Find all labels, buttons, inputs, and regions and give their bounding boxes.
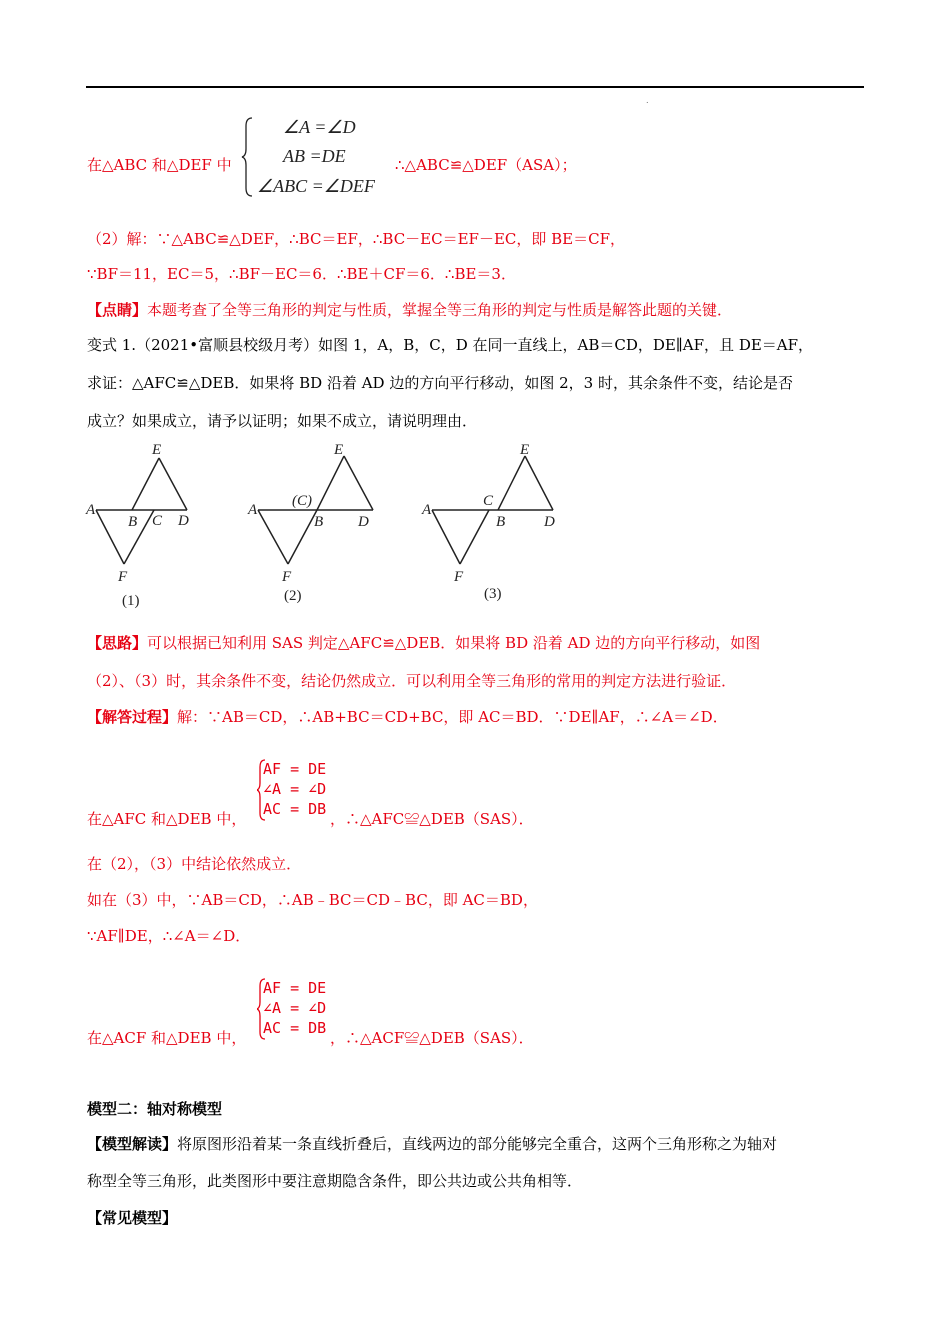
fig1-label-F: F — [118, 569, 128, 585]
sas1-row-2: ∠A = ∠D — [263, 780, 327, 798]
conclusion-line-3: ∵AF∥DE，∴∠A＝∠D． — [87, 927, 251, 945]
model2-text-1: 将原图形沿着某一条直线折叠后，直线两边的部分能够完全重合，这两个三角形称之为轴对 — [177, 1135, 778, 1153]
asa-prefix: 在△ABC 和△DEF 中 — [87, 156, 232, 174]
fig3-label-C: C — [483, 493, 494, 509]
fig1-label-E: E — [152, 442, 162, 458]
fig1-label-B: B — [128, 514, 138, 530]
left-brace-icon — [241, 116, 255, 198]
sas1-row-3: AC = DB — [263, 800, 327, 818]
silu-tag: 【思路】 — [87, 634, 148, 652]
variant-line-1: 变式 1.（2021•富顺县校级月考）如图 1，A，B，C，D 在同一直线上，AB＝CD，DE∥AF，且 DE＝AF， — [87, 336, 814, 354]
fig2-label-D: D — [358, 514, 369, 530]
sas2-prefix: 在△ACF 和△DEB 中， — [87, 1029, 247, 1047]
header-dot: . — [646, 96, 649, 105]
fig3-label-A: A — [422, 502, 432, 518]
silu-text-1: 可以根据已知利用 SAS 判定△AFC≌△DEB．如果将 BD 沿着 AD 边的方向平行移动，如图 — [147, 634, 761, 652]
silu-line-2: （2）、（3）时，其余条件不变，结论仍然成立．可以利用全等三角形的常用的判定方法进行验证． — [87, 672, 737, 690]
fig2-caption: (2) — [284, 588, 302, 604]
fig2-label-F: F — [282, 569, 292, 585]
fig2-label-C: (C) — [292, 493, 312, 509]
dianjing-line — [87, 300, 732, 320]
model2-line-1 — [87, 1134, 777, 1154]
fig3-label-F: F — [454, 569, 464, 585]
sas1-suffix: ，∴△AFC≌△DEB（SAS）． — [330, 810, 534, 828]
fig3-caption: (3) — [484, 586, 502, 602]
variant-line-3: 成立？如果成立，请予以证明；如果不成立，请说明理由． — [87, 412, 478, 430]
model2-tag: 【模型解读】 — [87, 1135, 178, 1153]
figure-2 — [246, 438, 386, 610]
sas-system-1 — [263, 759, 326, 819]
part2-line-2: ∵BF＝11，EC＝5，∴BF－EC＝6．∴BE＋CF＝6．∴BE＝3． — [87, 265, 516, 283]
sas-system-2 — [263, 978, 326, 1038]
conclusion-line-2: 如在（3）中，∵AB＝CD，∴AB﹣BC＝CD﹣BC，即 AC＝BD， — [87, 891, 538, 909]
asa-row-3: ∠ABC =∠DEF — [257, 176, 375, 196]
fig3-label-D: D — [544, 514, 555, 530]
conclusion-line-1: 在（2），（3）中结论依然成立． — [87, 855, 302, 873]
variant-line-2: 求证：△AFC≌△DEB．如果将 BD 沿着 AD 边的方向平行移动，如图 2，3 时，其余条件不变，结论是否 — [87, 374, 793, 392]
sas1-prefix: 在△AFC 和△DEB 中， — [87, 810, 247, 828]
fig2-label-A: A — [248, 502, 258, 518]
fig1-label-C: C — [152, 513, 163, 529]
dianjing-text: 本题考查了全等三角形的判定与性质，掌握全等三角形的判定与性质是解答此题的关键． — [147, 301, 733, 319]
dianjing-tag: 【点睛】 — [87, 301, 148, 319]
fig1-label-A: A — [86, 502, 96, 518]
sas1-row-1: AF = DE — [263, 760, 327, 778]
figure-1 — [84, 438, 214, 610]
fig2-label-B: B — [314, 514, 324, 530]
asa-row-1: ∠A =∠D — [283, 117, 356, 137]
common-model-heading: 【常见模型】 — [87, 1209, 178, 1227]
model2-line-2: 称型全等三角形，此类图形中要注意期隐含条件，即公共边或公共角相等． — [87, 1172, 583, 1190]
fig3-label-B: B — [496, 514, 506, 530]
fig1-caption: (1) — [122, 593, 140, 609]
asa-row-2: AB =DE — [283, 146, 346, 166]
jieda-tag: 【解答过程】 — [87, 708, 178, 726]
asa-suffix: ∴△ABC≌△DEF（ASA）； — [395, 156, 577, 174]
header-rule — [86, 86, 864, 88]
fig1-label-D: D — [178, 513, 189, 529]
jieda-text: 解：∵AB＝CD，∴AB+BC＝CD+BC，即 AC＝BD．∵DE∥AF，∴∠A＝∠D． — [177, 708, 728, 726]
jieda-line — [87, 707, 728, 727]
sas2-row-1: AF = DE — [263, 979, 327, 997]
sas2-row-2: ∠A = ∠D — [263, 999, 327, 1017]
fig2-label-E: E — [334, 442, 344, 458]
silu-line-1 — [87, 633, 760, 653]
model2-title: 模型二：轴对称模型 — [87, 1100, 223, 1118]
figure-3 — [420, 438, 565, 610]
sas2-row-3: AC = DB — [263, 1019, 327, 1037]
fig3-label-E: E — [520, 442, 530, 458]
part2-line-1: （2）解：∵△ABC≌△DEF，∴BC＝EF，∴BC－EC＝EF－EC，即 BE＝CF， — [87, 230, 626, 248]
sas2-suffix: ，∴△ACF≌△DEB（SAS）． — [330, 1029, 534, 1047]
